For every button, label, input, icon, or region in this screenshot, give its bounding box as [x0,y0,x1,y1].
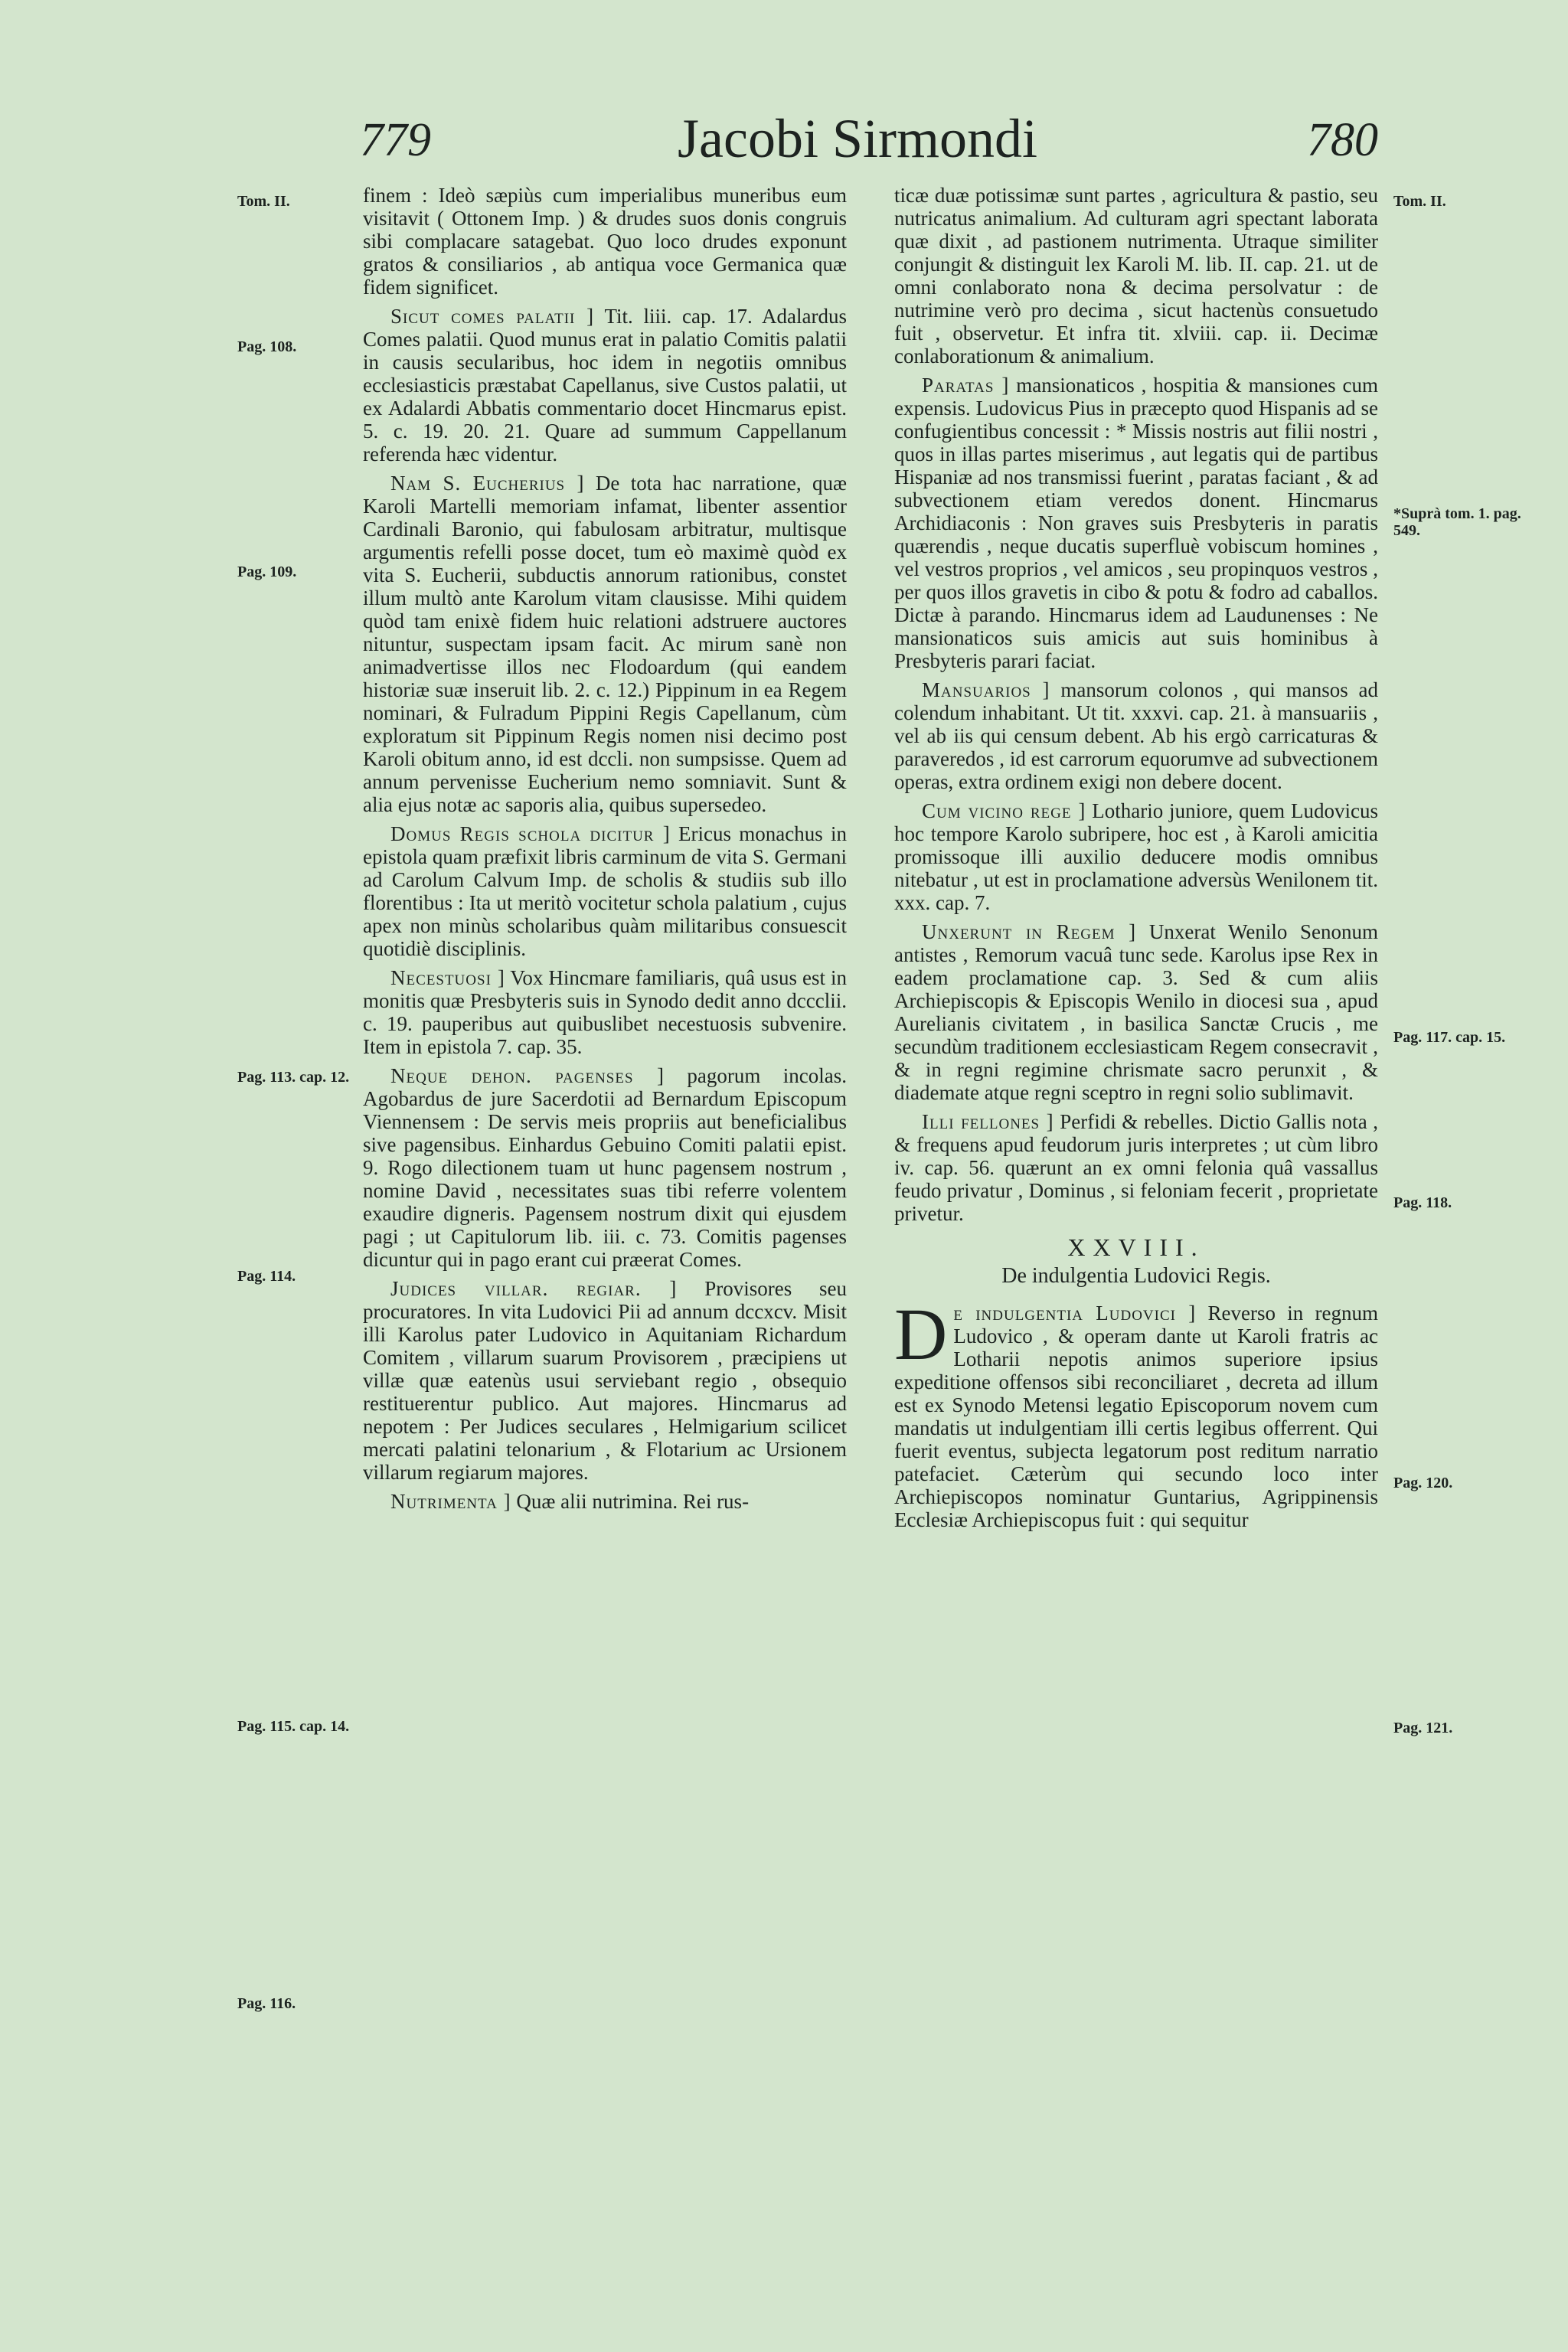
paragraph [363,1064,847,1271]
paragraph [363,472,847,816]
paragraph-text: Perfidi & rebelles. Dictio Gallis nota , & frequens apud feudorum juris interpretes ; ut cùm libro iv. cap. 56. quærunt an ex omni felonia quâ vassallus feudo privatur , Dominus , si feloniam fecerit , proprietate privetur. [894,1110,1378,1225]
lemma: Nutrimenta ] [390,1490,511,1513]
paragraph [894,1293,1379,1531]
section-title: De indulgentia Ludovici Regis. [1001,1264,1271,1288]
drop-cap: D [894,1293,948,1375]
margin-note: Pag. 118. [1393,1194,1452,1211]
margin-note: Pag. 121. [1393,1720,1453,1736]
paragraph [894,184,1378,368]
paragraph-text: finem : Ideò sæpiùs cum imperialibus muneribus eum visitavit ( Ottonem Imp. ) & drudes suos donis congruis sibi complacare satagebat. Quo loco drudes exponunt gratos & consiliarios , ab antiqua voce Germanica quæ fidem significet. [363,184,847,299]
lemma: e indulgentia Ludovici ] [953,1302,1197,1325]
paragraph-text: pagorum incolas. Agobardus de jure Sacerdotii ad Bernardum Episcopum Viennensem : De servis meis propriis aut beneficialibus sive pagensibus. Einhardus Gebuino Comiti palatii epist. 9. Rogo dilectionem tuam ut hunc pagensem nostrum , nomine David , necessitates suas tibi referre volentem exaudire digneris. Pagensem nostrum dixit qui ejusdem pagi ; ut Capitulorum lib. iii. c. 73. Comitis pagenses dicuntur qui in pago erant cui præerat Comes. [363,1064,848,1271]
margin-note: Pag. 115. cap. 14. [237,1718,350,1735]
paragraph [894,799,1378,914]
paragraph [363,184,847,299]
paragraph-text: Provisores seu procuratores. In vita Ludovici Pii ad annum dccxcv. Misit illi Karolus pater Ludovico in Aquitaniam Richardum Comitem , villarum suarum Provisorem , præcipiens ut villæ quæ eatenùs usui serviebant regio , obsequio restituerentur publico. Aut majores. Hincmarus ad nepotem : Per Judices seculares , Helmigarium scilicet mercati palatini telonarium , & Flotarium ac Ursionem villarum regiarum majores. [363,1277,847,1484]
paragraph-text: Ericus monachus in epistola quam præfixit libris carminum de vita S. Germani ad Carolum Calvum Imp. de scholis & studiis sub illo florentibus : Ita ut meritò vocitetur schola palatium , cujus apex non minùs scholaribus quàm militaribus consuescit quotidiè disciplinis. [363,822,847,960]
paragraph-text: Tit. liii. cap. 17. Adalardus Comes palatii. Quod munus erat in palatio Comitis palatii in causis secularibus, hoc idem in negotiis omnibus ecclesiasticis præstabat Capellanus, sive Custos palatii, ut ex Adalardi Abbatis commentario docet Hincmarus epist. 5. c. 19. 20. 21. Quare ad summum Cappellanum referenda hæc videntur. [363,305,848,466]
right-page-number: 780 [1307,114,1378,166]
margin-note: Pag. 108. [237,338,297,355]
paragraph [894,374,1378,672]
margin-note: Pag. 109. [237,564,297,580]
paragraph [363,305,847,466]
paragraph-text: Lothario juniore, quem Ludovicus hoc tempore Karolo subripere, hoc est , à Karoli amicitia promissoque illi auxilio deducere modis omnibus nitebatur , ut est in proclamatione adversùs Wenilonem tit. xxx. cap. 7. [894,799,1379,914]
running-title: Jacobi Sirmondi [678,108,1037,169]
margin-note: Pag. 113. cap. 12. [237,1069,350,1086]
margin-note: *Suprà tom. 1. pag. 549. [1393,505,1521,539]
paragraph-text: mansorum colonos , qui mansos ad colendum inhabitant. Ut tit. xxxvi. cap. 21. à mansuariis , vel ab iis qui censum debent. Ab his ergò carricaturas & paraveredos , id est carrorum equorumve ad subvectionem operas, extra ordinem exigi non debere docent. [894,678,1378,793]
margin-note: Pag. 114. [237,1268,296,1285]
paragraph-text: Unxerat Wenilo Senonum antistes , Remorum vacuâ tunc sede. Karolus ipse Rex in eadem proclamatione cap. 3. Sed & cum aliis Archiepiscopis & Episcopis Wenilo in diocesi sua , apud Aurelianis civitatem , in basilica Sanctæ Crucis , me secundùm traditionem ecclesiasticam Regem consecravit , & in regni regimine chrismate sacro perunxit , & diademate atque regni sceptro in regni solio sublimavit. [894,920,1379,1104]
margin-note: Tom. II. [1393,193,1446,210]
paragraph-text: mansionaticos , hospitia & mansiones cum expensis. Ludovicus Pius in præcepto quod Hispanis ad se confugientibus concessit : * Missis nostris aut filii nostri , quos in illas partes miserimus , aut legatis qui de partibus Hispaniæ ad nos transmissi fuerint , paratas faciant , & ad subvectionem etiam veredos donent. Hincmarus Archidiaconis : Non graves suis Presbyteris in paratis quærendis , neque ducatis superfluè vobiscum homines , vel vestros proprios , vel amicos , seu propinquos vestros , per quos illos gravetis in cibo & potu & fodro ad caballos. Dictæ à parando. Hincmarus idem ad Laudunenses : Ne mansionaticos suis amicis aut suis hominibus à Presbyteris parari faciat. [894,374,1379,672]
section-number: XXVIII. [1067,1233,1205,1261]
lemma: Neque dehon. pagenses ] [390,1064,665,1087]
lemma: Cum vicino rege ] [922,799,1086,822]
paragraph-text: Vox Hincmare familiaris, quâ usus est in monitis quæ Presbyteris suis in Synodo dedit anno dccclii. c. 19. pauperibus aut quibuslibet necestuosis subvenire. Item in epistola 7. cap. 35. [363,966,848,1058]
left-column [363,184,847,1519]
paragraph-text: De tota hac narratione, quæ Karoli Martelli memoriam infamat, libenter assentior Cardinali Baronio, qui fabulosam arbitratur, multisque argumentis refelli posse docet, tum eò maximè quòd ex vita S. Eucherii, subductis annorum rationibus, constet illum multò ante Karolum vitam clausisse. Mihi quidem quòd tam enixè fidem huic relationi adstruere auctores nituntur, suspectam ipsam facit. Ac mirum sanè non animadvertisse illos nec Flodoardum (qui eandem historiæ suæ inseruit lib. 2. c. 12.) Pippinum in ea Regem nominari, & Fulradum Pippini Regis Capellanum, cùm exploratum sit Pippinum Regis nomen nisi decimo post Karoli obitum anno, id est dccli. non sumpsisse. Quem ad annum pervenisse Eucherium nemo somniavit. Sunt & alia ejus notæ ac saporis alia, quibus supersedeo. [363,472,847,816]
paragraph-text: Quæ alii nutrimina. Rei rus- [516,1490,750,1513]
lemma: Sicut comes palatii ] [390,305,595,328]
paragraph [363,822,847,960]
margin-note: Pag. 116. [237,1995,296,2012]
right-column [894,184,1378,1537]
paragraph [894,678,1378,793]
lemma: Paratas ] [922,374,1010,397]
margin-note: Pag. 117. cap. 15. [1393,1029,1506,1046]
paragraph-text: ticæ duæ potissimæ sunt partes , agricultura & pastio, seu nutricatus animalium. Ad culturam agri spectant laborata quæ dixit , ad pastionem nutrimenta. Utraque similiter conjungit & distinguit lex Karoli M. lib. II. cap. 21. ut de omni conlaborato nona & decima persolvatur : de nutrimine verò pro decima , sicut hactenùs consuetudo fuit , observetur. Et infra tit. xlviii. cap. ii. Decimæ conlaborationum & animalium. [894,184,1378,368]
margin-note: Tom. II. [237,193,290,210]
lemma: Necestuosi ] [390,966,505,989]
paragraph-text: Reverso in regnum Ludovico , & operam dante ut Karoli fratris ac Lotharii nepotis animos superiore ipsius expeditione offensos sibi reconciliaret , decreta ad illum est ex Synodo Metensi legatio Episcoporum novem cum mandatis ut indulgentiam illi certis legibus offerrent. Qui fuerit eventus, subjecta legatorum post reditum narratio patefaciet. Cæterùm qui secundo loco inter Archiepiscopos nominatur Guntarius, Agrippinensis Ecclesiæ Archiepiscopus fuit : qui sequitur [894,1302,1379,1531]
paragraph [363,1277,847,1484]
margin-note: Pag. 120. [1393,1475,1453,1491]
page-header [337,107,1378,184]
lemma: Illi fellones ] [922,1110,1054,1133]
lemma: Nam S. Eucherius ] [390,472,585,495]
lemma: Mansuarios ] [922,678,1050,701]
lemma: Domus Regis schola dicitur ] [390,822,671,845]
lemma: Judices villar. regiar. ] [390,1277,678,1300]
lemma: Unxerunt in Regem ] [922,920,1137,943]
paragraph [363,1490,847,1513]
left-page-number: 779 [360,114,431,166]
paragraph [894,920,1378,1104]
paragraph [894,1110,1378,1225]
paragraph [363,966,847,1058]
